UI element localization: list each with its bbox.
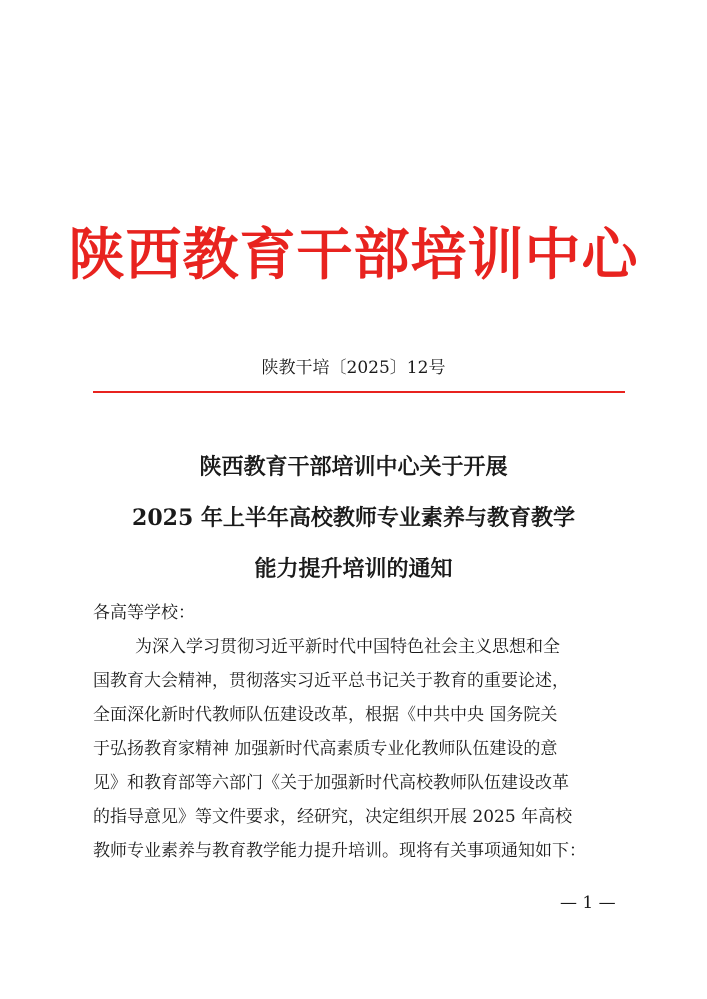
salutation: 各高等学校： [93,603,195,623]
red-divider-line [93,391,625,393]
body-line-6: 的指导意见》等文件要求，经研究，决定组织开展 2025 年高校 [93,807,573,827]
title-line-3: 能力提升培训的通知 [254,556,453,582]
body-line-1: 为深入学习贯彻习近平新时代中国特色社会主义思想和全 [135,637,560,657]
body-line-2: 国教育大会精神，贯彻落实习近平总书记关于教育的重要论述， [93,671,569,691]
body-line-5: 见》和教育部等六部门《关于加强新时代高校教师队伍建设改革 [93,773,569,793]
body-line-3: 全面深化新时代教师队伍建设改革，根据《中共中央 国务院关 [93,705,558,725]
masthead-title: 陕西教育干部培训中心 [68,222,639,288]
notice-title [60,442,647,595]
title-line-1: 陕西教育干部培训中心关于开展 [199,454,508,480]
page-number: — 1 — [560,893,616,913]
document-number: 陕教干培〔2025〕12号 [261,358,446,378]
title-line-2: 2025 年上半年高校教师专业素养与教育教学 [132,505,575,531]
body-line-4: 于弘扬教育家精神 加强新时代高素质专业化教师队伍建设的意 [93,739,558,759]
body-paragraph [93,630,633,868]
body-line-7: 教师专业素养与教育教学能力提升培训。现将有关事项通知如下： [93,841,586,861]
